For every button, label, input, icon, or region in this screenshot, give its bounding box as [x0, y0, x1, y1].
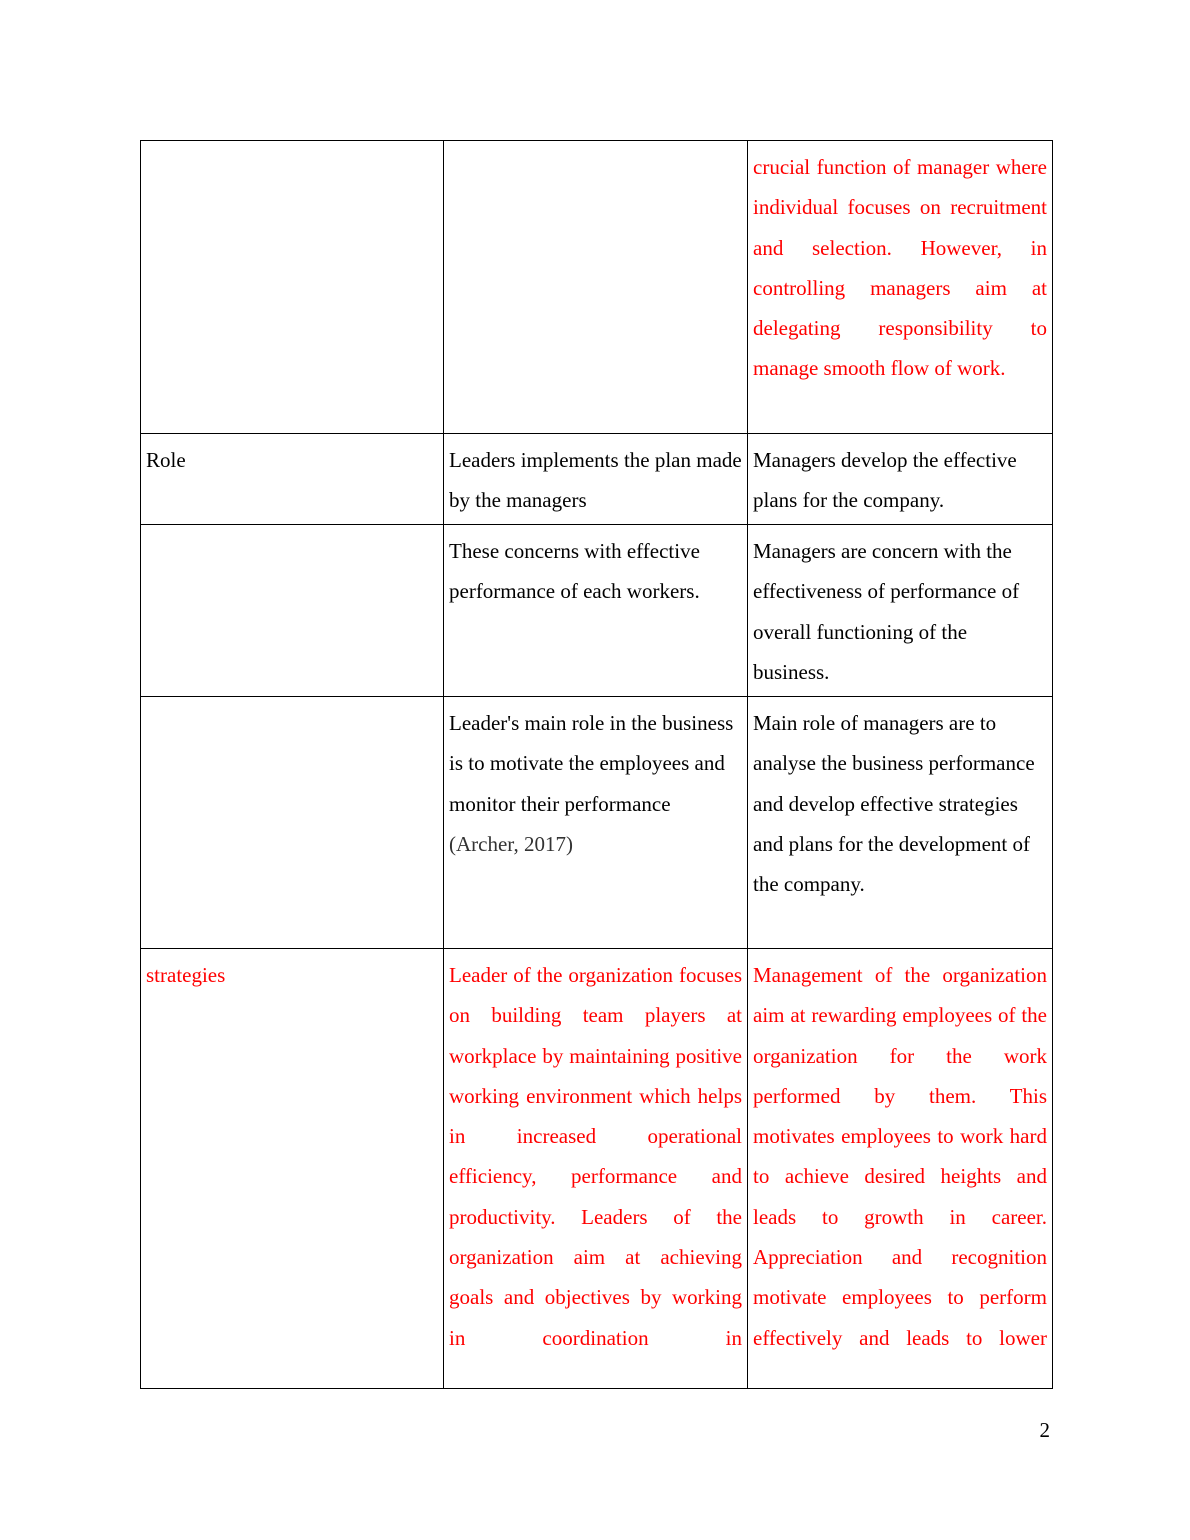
table-cell: Managers develop the effective plans for the company.: [748, 434, 1053, 525]
table-row: [141, 525, 1053, 697]
table-cell: [444, 141, 748, 434]
table-cell: Leader of the organization focuses on building team players at workplace by maintaining positive working environment which helps in increased operational efficiency, performance and productivity. Leaders of the organization aim at achieving goals and objectives by working in coordination in: [444, 949, 748, 1389]
table-cell: Main role of managers are to analyse the business performance and develop effective strategies and plans for the development of the company.: [748, 697, 1053, 949]
table-row: [141, 141, 1053, 434]
table-row: [141, 434, 1053, 525]
comparison-table: [140, 140, 1053, 1389]
table-cell: [141, 525, 444, 697]
row-label: strategies: [141, 949, 444, 1389]
table-cell: crucial function of manager where individual focuses on recruitment and selection. However, in controlling managers aim at delegating responsibility to manage smooth flow of work.: [748, 141, 1053, 434]
citation: (Archer, 2017): [449, 831, 573, 856]
table-cell: [141, 697, 444, 949]
table-cell: [444, 697, 748, 949]
table-row: [141, 949, 1053, 1389]
row-label: Role: [141, 434, 444, 525]
table-cell: Managers are concern with the effectiveness of performance of overall functioning of the business.: [748, 525, 1053, 697]
table-row: [141, 697, 1053, 949]
page-number: 2: [1039, 1418, 1050, 1442]
cell-text: Leader's main role in the business is to motivate the employees and monitor their performance: [449, 711, 734, 816]
table-cell: These concerns with effective performance of each workers.: [444, 525, 748, 697]
table-cell: [141, 141, 444, 434]
table-cell: Management of the organization aim at rewarding employees of the organization for the work performed by them. This motivates employees to work hard to achieve desired heights and leads to growth in career. Appreciation and recognition motivate employees to perform effectively and leads to lower: [748, 949, 1053, 1389]
table-cell: Leaders implements the plan made by the managers: [444, 434, 748, 525]
